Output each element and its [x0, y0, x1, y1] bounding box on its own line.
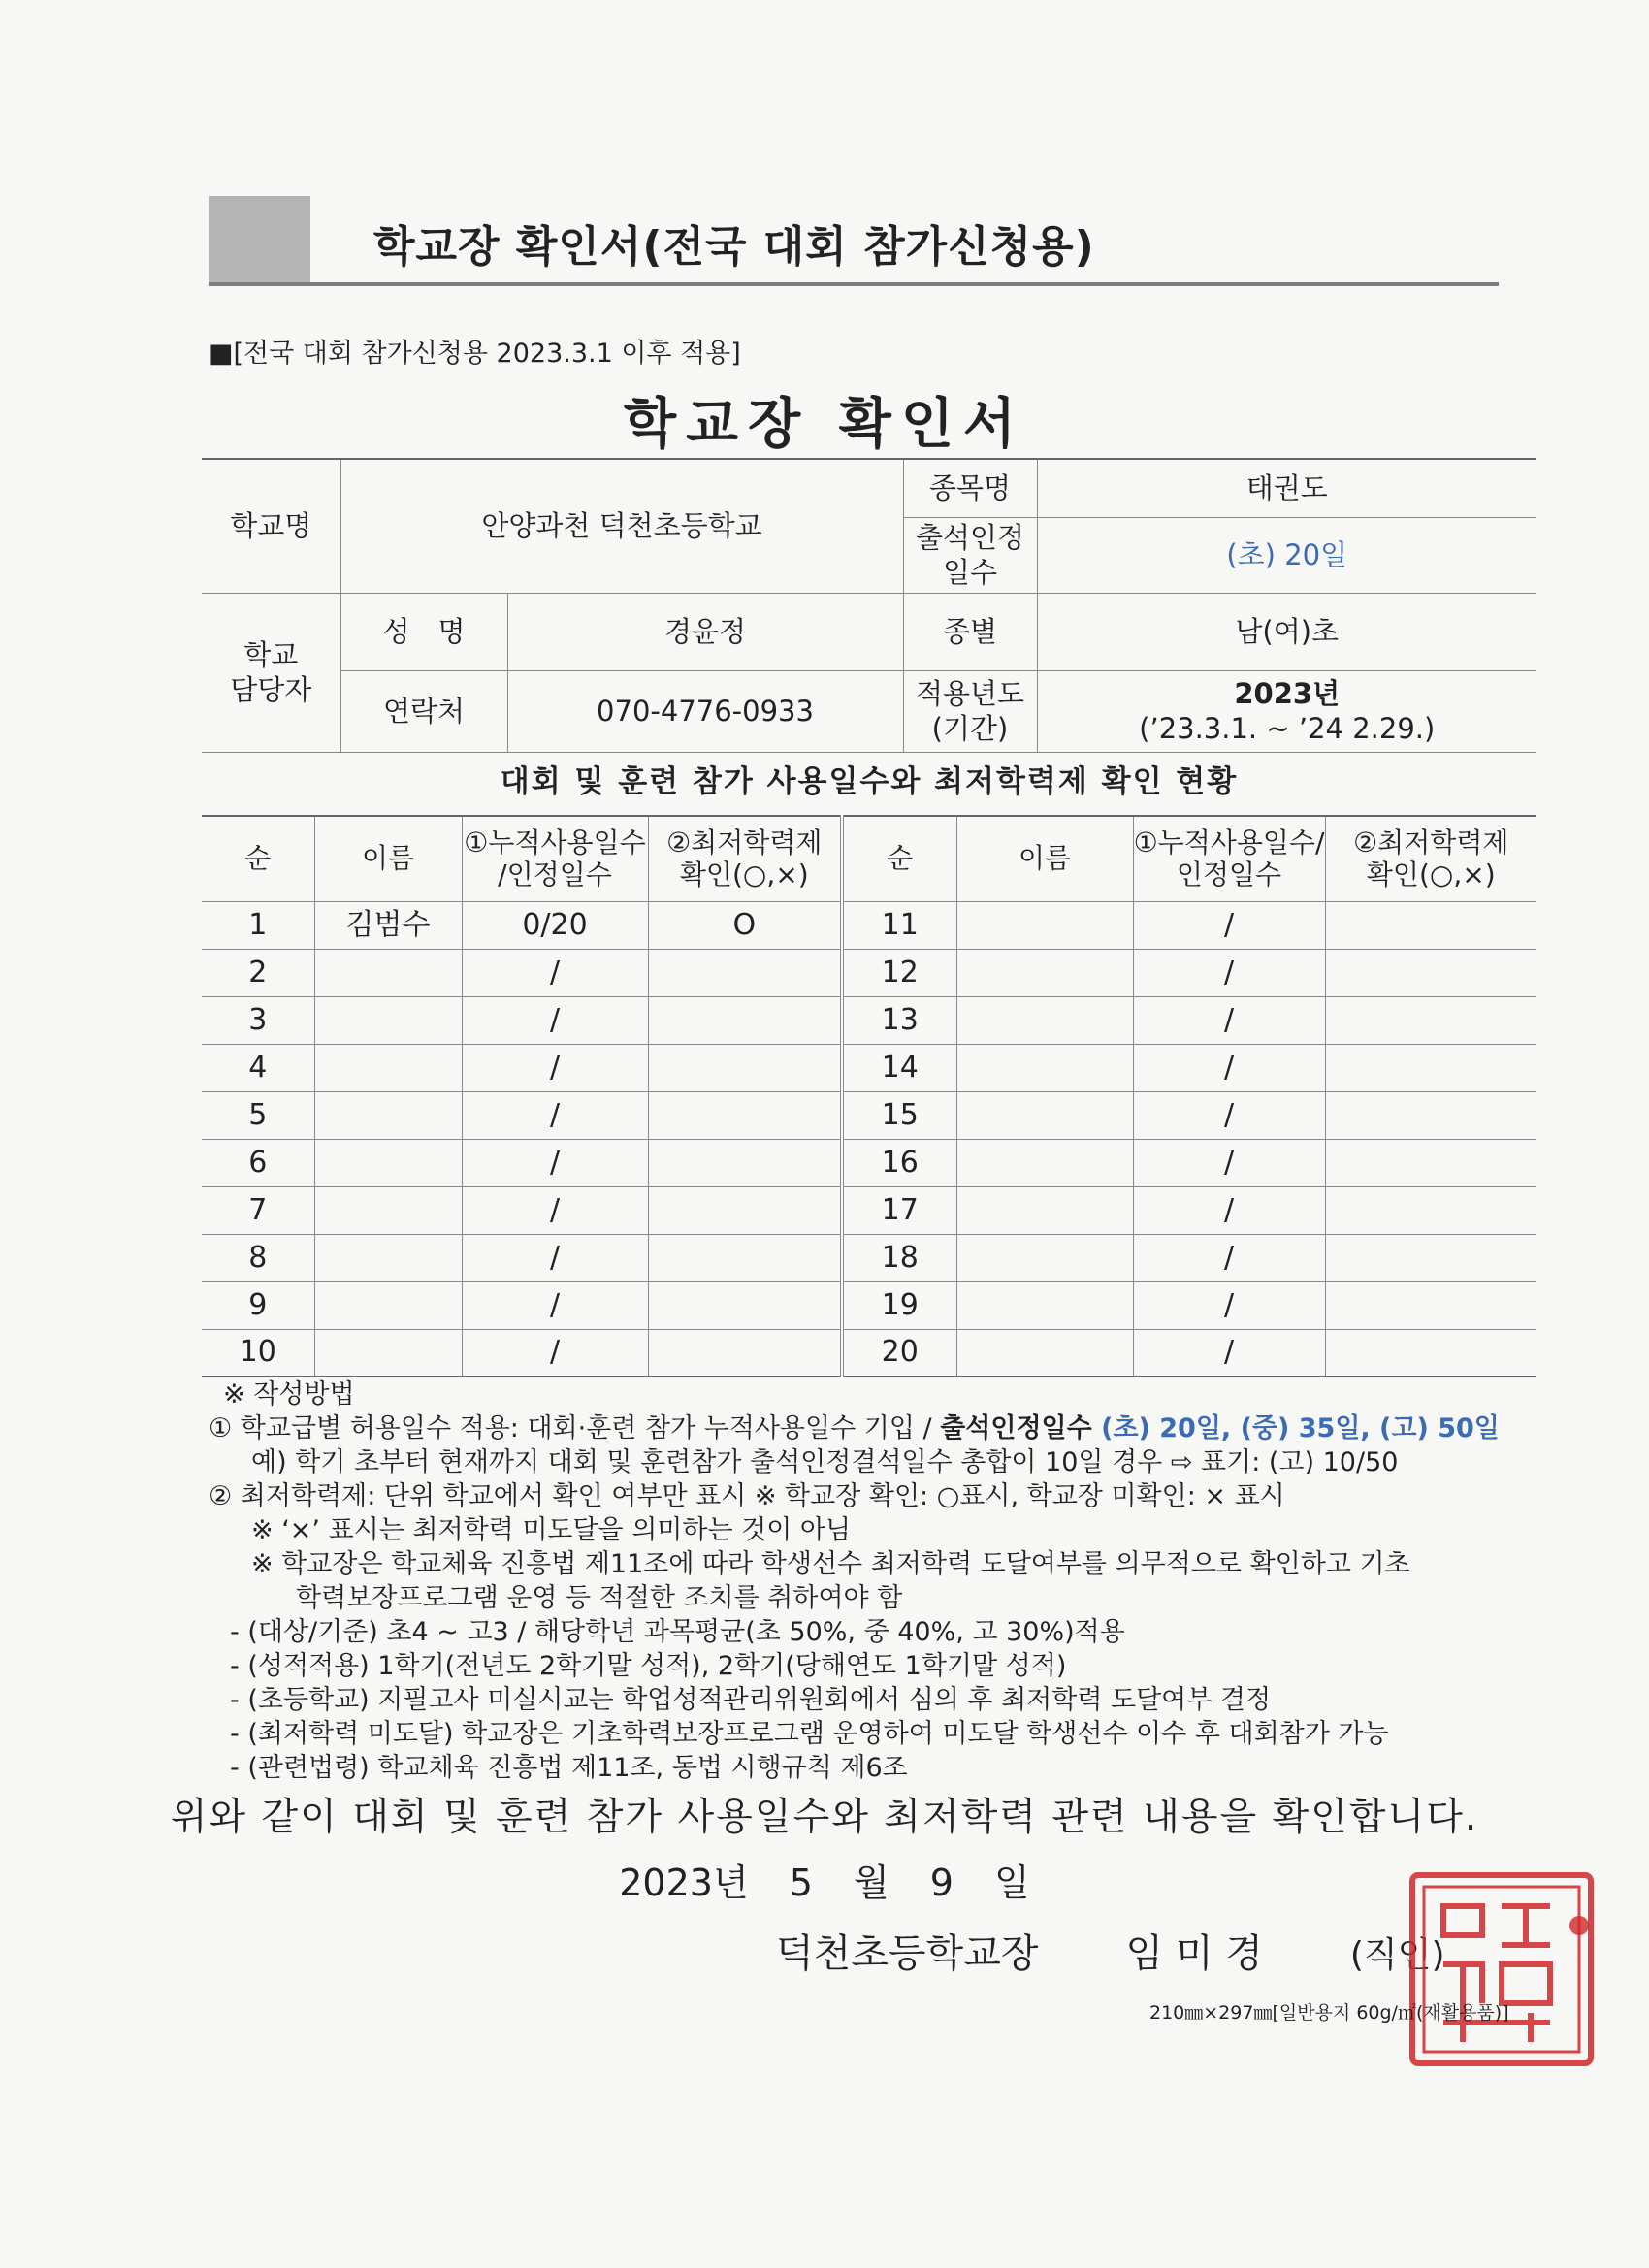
participants-table: [202, 815, 1536, 1377]
contact-label: 연락처: [340, 670, 507, 752]
table-row: [202, 901, 1536, 949]
row-academic: [648, 1234, 842, 1281]
row-academic-right: [1325, 1139, 1536, 1186]
row-days-right: /: [1133, 1091, 1325, 1139]
header-days: ①누적사용일수 /인정일수: [462, 816, 648, 901]
contact-value: 070-4776-0933: [507, 670, 903, 752]
note-2a: ※ ‘×’ 표시는 최저학력 미도달을 의미하는 것이 아님: [251, 1515, 852, 1545]
row-days-right: /: [1133, 1186, 1325, 1234]
row-days: /: [462, 1329, 648, 1377]
header-name-right: 이름: [956, 816, 1133, 901]
header-name: 이름: [314, 816, 462, 901]
year-value: 2023년 (’23.3.1. ~ ’24 2.29.): [1037, 670, 1536, 752]
school-name: 안양과천 덕천초등학교: [340, 459, 903, 593]
row-name: [314, 1281, 462, 1329]
row-days: /: [462, 1186, 648, 1234]
detail-4: - (최저학력 미도달) 학교장은 기초학력보장프로그램 운영하여 미도달 학생선수 이수 후 대회참가 가능: [230, 1719, 1389, 1749]
row-name-right: [956, 949, 1133, 996]
row-days: /: [462, 1091, 648, 1139]
row-name: [314, 1329, 462, 1377]
row-academic-right: [1325, 949, 1536, 996]
row-name: [314, 1139, 462, 1186]
row-number: 4: [202, 1044, 314, 1091]
name-label: 성 명: [340, 593, 507, 670]
detail-1: - (대상/기준) 초4 ~ 고3 / 해당학년 과목평균(초 50%, 중 40%, 고 30%)적용: [230, 1617, 1125, 1647]
row-name: [314, 1234, 462, 1281]
row-number-right: 12: [842, 949, 956, 996]
principal-name: 임 미 경: [1125, 1931, 1263, 1976]
school-label: 학교명: [202, 459, 340, 593]
row-days: /: [462, 996, 648, 1044]
row-number-right: 14: [842, 1044, 956, 1091]
official-seal-stamp: [1405, 1867, 1599, 2071]
section-title: 대회 및 훈련 참가 사용일수와 최저학력제 확인 현황: [500, 764, 1239, 799]
note-2c: 학력보장프로그램 운영 등 적절한 조치를 취하여야 함: [296, 1583, 903, 1613]
row-name-right: [956, 1186, 1133, 1234]
table-row: [202, 1044, 1536, 1091]
row-number: 2: [202, 949, 314, 996]
row-academic-right: [1325, 1234, 1536, 1281]
header-days-right: ①누적사용일수/ 인정일수: [1133, 816, 1325, 901]
header-rule: [209, 282, 1499, 286]
document-title: 학교장 확인서: [623, 393, 1026, 456]
row-academic: [648, 1281, 842, 1329]
row-days-right: /: [1133, 1234, 1325, 1281]
detail-5: - (관련법령) 학교체육 진흥법 제11조, 동법 시행규칙 제6조: [230, 1753, 908, 1783]
row-name: [314, 1186, 462, 1234]
row-name-right: [956, 1139, 1133, 1186]
row-academic: [648, 1139, 842, 1186]
row-days-right: /: [1133, 1044, 1325, 1091]
row-academic-right: [1325, 1044, 1536, 1091]
principal-title: 덕천초등학교장: [776, 1931, 1039, 1976]
issue-date: 2023년 5 월 9 일: [619, 1862, 1030, 1904]
row-days-right: /: [1133, 949, 1325, 996]
row-name-right: [956, 1329, 1133, 1377]
row-name: [314, 1044, 462, 1091]
row-number-right: 18: [842, 1234, 956, 1281]
confirmation-statement: 위와 같이 대회 및 훈련 참가 사용일수와 최저학력 관련 내용을 확인합니다.: [170, 1796, 1479, 1839]
row-number-right: 20: [842, 1329, 956, 1377]
row-number: 9: [202, 1281, 314, 1329]
row-days: /: [462, 1139, 648, 1186]
name-value: 경윤정: [507, 593, 903, 670]
row-days: /: [462, 1234, 648, 1281]
row-academic-right: [1325, 901, 1536, 949]
row-name-right: [956, 901, 1133, 949]
notes-heading: ※ 작성방법: [223, 1379, 355, 1409]
paper-spec: 210㎜×297㎜[일반용지 60g/㎡(재활용품)]: [1149, 2002, 1509, 2024]
row-academic: [648, 1091, 842, 1139]
row-days-right: /: [1133, 901, 1325, 949]
row-name-right: [956, 996, 1133, 1044]
row-academic: [648, 1044, 842, 1091]
row-number-right: 15: [842, 1091, 956, 1139]
row-number-right: 11: [842, 901, 956, 949]
row-number-right: 19: [842, 1281, 956, 1329]
row-name: [314, 996, 462, 1044]
row-number-right: 16: [842, 1139, 956, 1186]
row-academic: [648, 996, 842, 1044]
row-number-right: 17: [842, 1186, 956, 1234]
row-number: 3: [202, 996, 314, 1044]
row-academic: [648, 1329, 842, 1377]
header-academic-right: ②최저학력제 확인(○,×): [1325, 816, 1536, 901]
attend-label: 출석인정일수: [903, 517, 1037, 593]
row-days-right: /: [1133, 1139, 1325, 1186]
row-number: 5: [202, 1091, 314, 1139]
row-number: 10: [202, 1329, 314, 1377]
row-name: 김범수: [314, 901, 462, 949]
row-number: 6: [202, 1139, 314, 1186]
table-row: [202, 949, 1536, 996]
year-label: 적용년도 (기간): [903, 670, 1037, 752]
row-days-right: /: [1133, 996, 1325, 1044]
row-days-right: /: [1133, 1281, 1325, 1329]
applicability-note: ■[전국 대회 참가신청용 2023.3.1 이후 적용]: [209, 339, 741, 369]
detail-2: - (성적적용) 1학기(전년도 2학기말 성적), 2학기(당해연도 1학기말 성적): [230, 1651, 1067, 1681]
header-title: 학교장 확인서(전국 대회 참가신청용): [373, 222, 1095, 272]
row-number-right: 13: [842, 996, 956, 1044]
gender-label: 종별: [903, 593, 1037, 670]
row-number: 8: [202, 1234, 314, 1281]
note-2: ② 최저학력제: 단위 학교에서 확인 여부만 표시 ※ 학교장 확인: ○표시, 학교장 미확인: × 표시: [209, 1481, 1285, 1511]
header-no: 순: [202, 816, 314, 901]
row-name-right: [956, 1281, 1133, 1329]
table-row: [202, 1091, 1536, 1139]
row-name-right: [956, 1234, 1133, 1281]
row-name: [314, 949, 462, 996]
row-academic-right: [1325, 1186, 1536, 1234]
table-row: [202, 1329, 1536, 1377]
row-number: 7: [202, 1186, 314, 1234]
row-days: /: [462, 949, 648, 996]
manager-label: 학교 담당자: [202, 593, 340, 752]
header-academic: ②최저학력제 확인(○,×): [648, 816, 842, 901]
row-number: 1: [202, 901, 314, 949]
table-row: [202, 1139, 1536, 1186]
seal-label: (직인): [1349, 1935, 1445, 1975]
row-days: 0/20: [462, 901, 648, 949]
sport-label: 종목명: [903, 459, 1037, 517]
table-row: [202, 996, 1536, 1044]
header-gray-block: [209, 196, 310, 282]
note-1-example: 예) 학기 초부터 현재까지 대회 및 훈련참가 출석인정결석일수 총합이 10일 경우 ⇨ 표기: (고) 10/50: [251, 1447, 1399, 1477]
row-academic-right: [1325, 1281, 1536, 1329]
row-days: /: [462, 1281, 648, 1329]
row-days: /: [462, 1044, 648, 1091]
row-days-right: /: [1133, 1329, 1325, 1377]
instructions: [209, 1377, 1547, 1785]
note-1: ① 학교급별 허용일수 적용: 대회·훈련 참가 누적사용일수 기입 / 출석인정일수 (초) 20일, (중) 35일, (고) 50일: [209, 1413, 1500, 1443]
row-academic: O: [648, 901, 842, 949]
gender-value: 남(여)초: [1037, 593, 1536, 670]
table-row: [202, 1281, 1536, 1329]
row-academic: [648, 949, 842, 996]
row-name-right: [956, 1091, 1133, 1139]
detail-3: - (초등학교) 지필고사 미실시교는 학업성적관리위원회에서 심의 후 최저학력 도달여부 결정: [230, 1685, 1272, 1715]
note-2b: ※ 학교장은 학교체육 진흥법 제11조에 따라 학생선수 최저학력 도달여부를 의무적으로 확인하고 기초: [251, 1549, 1410, 1579]
row-academic-right: [1325, 996, 1536, 1044]
row-name-right: [956, 1044, 1133, 1091]
attend-value: (초) 20일: [1037, 517, 1536, 593]
sport-value: 태권도: [1037, 459, 1536, 517]
table-row: [202, 1234, 1536, 1281]
info-table: [202, 458, 1536, 753]
table-row: [202, 1186, 1536, 1234]
row-academic: [648, 1186, 842, 1234]
row-name: [314, 1091, 462, 1139]
header-no-right: 순: [842, 816, 956, 901]
row-academic-right: [1325, 1329, 1536, 1377]
signature-line: [776, 1923, 1445, 1978]
row-academic-right: [1325, 1091, 1536, 1139]
